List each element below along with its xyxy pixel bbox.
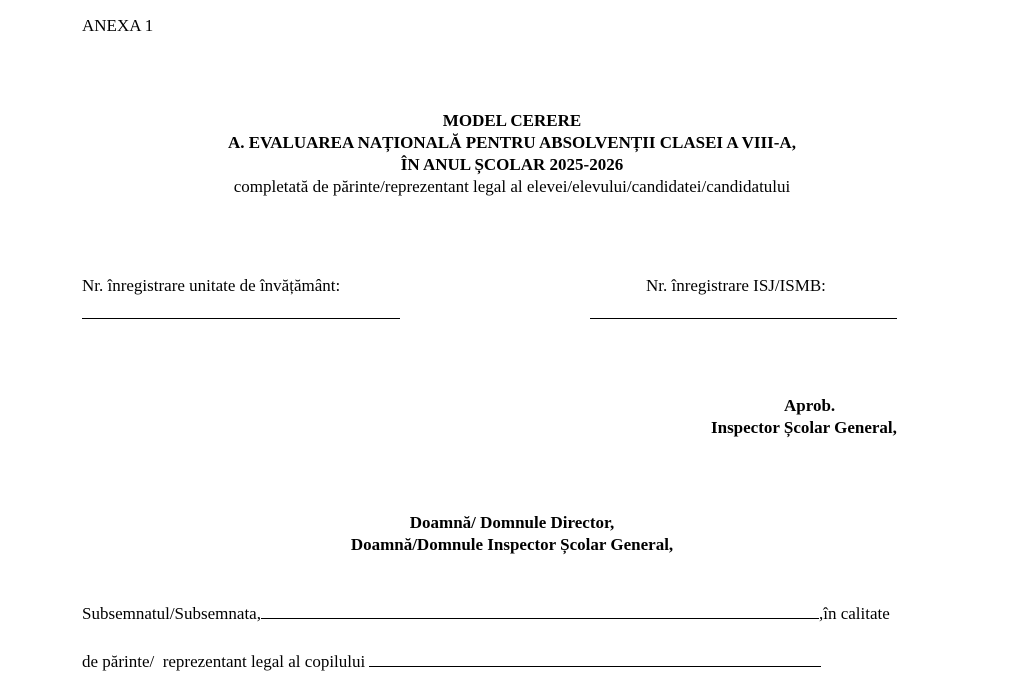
salutation-director: Doamnă/ Domnule Director, bbox=[409, 513, 615, 532]
applicant-name-line bbox=[82, 604, 890, 624]
child-name-prefix: de părinte/ reprezentant legal al copilului bbox=[82, 652, 370, 671]
salutation bbox=[0, 512, 1024, 556]
title-line-subtitle: completată de părinte/reprezentant legal al elevei/elevului/candidatei/candidatului bbox=[233, 177, 791, 196]
applicant-name-field[interactable] bbox=[261, 604, 819, 619]
school-registration-label: Nr. înregistrare unitate de învățământ: bbox=[82, 276, 341, 295]
isj-registration-field[interactable] bbox=[590, 318, 897, 319]
child-name-line bbox=[82, 652, 821, 672]
applicant-name-prefix: Subsemnatul/Subsemnata, bbox=[82, 604, 261, 623]
isj-registration-label: Nr. înregistrare ISJ/ISMB: bbox=[646, 276, 826, 295]
child-name-field[interactable] bbox=[369, 652, 821, 667]
school-registration-field[interactable] bbox=[82, 318, 400, 319]
title-line-exam: A. EVALUAREA NAȚIONALĂ PENTRU ABSOLVENȚII CLASEI A VIII-A, bbox=[228, 133, 796, 152]
approval-title: Inspector Școlar General, bbox=[711, 418, 897, 437]
title-line-year: ÎN ANUL ȘCOLAR 2025-2026 bbox=[400, 155, 624, 174]
applicant-name-suffix: ,în calitate bbox=[818, 604, 890, 623]
document-title bbox=[0, 110, 1024, 198]
approval-label: Aprob. bbox=[784, 396, 836, 415]
annex-label: ANEXA 1 bbox=[82, 16, 154, 35]
salutation-inspector: Doamnă/Domnule Inspector Școlar General, bbox=[350, 535, 674, 554]
title-line-model: MODEL CERERE bbox=[442, 111, 582, 130]
